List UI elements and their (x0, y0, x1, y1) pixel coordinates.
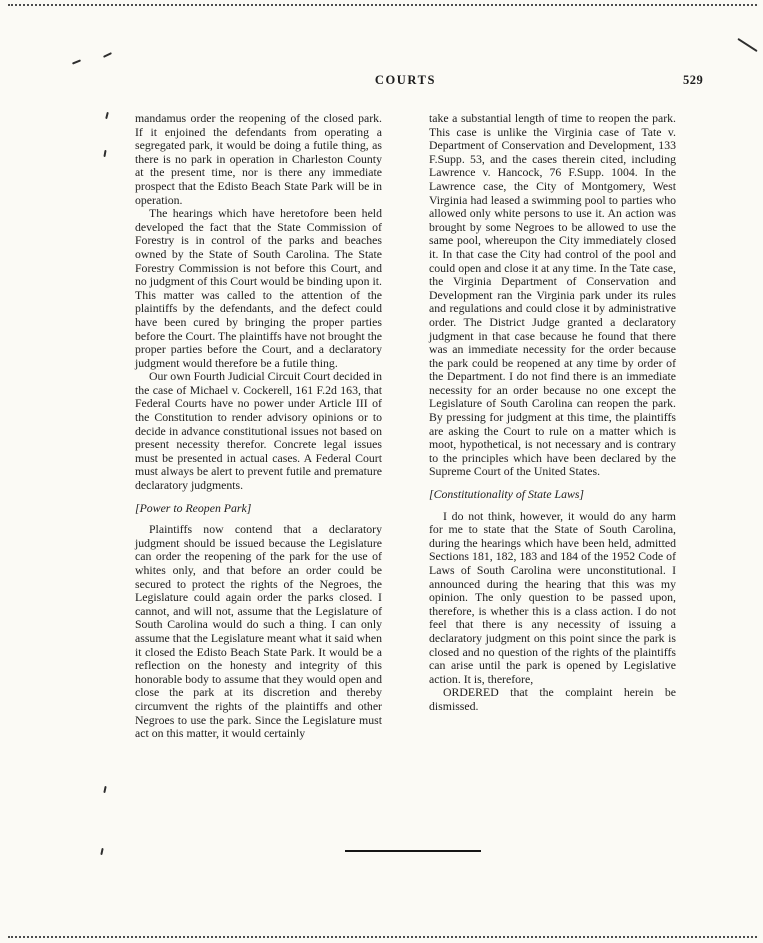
scan-artifact (72, 59, 81, 64)
end-of-opinion-rule (345, 850, 481, 852)
paragraph: Our own Fourth Judicial Circuit Court decided in the case of Michael v. Cockerell, 161 F.2d 163, that Federal Courts have no power under Article III of the Constitution to render advisory opinions or to decide in advance constitutional issues not based on present necessity therefor. Concrete legal issues must be presented in actual cases. A Federal Court must always be alert to prevent futile and premature declaratory judgments. (135, 369, 382, 493)
paragraph-continuation: take a substantial length of time to reopen the park. This case is unlike the Virginia case of Tate v. Department of Conservation and Development, 133 F.Supp. 53, and the cases therein cited, including Lawrence v. Hancock, 76 F.Supp. 1004. In the Lawrence case, the City of Montgomery, West Virginia had leased a swimming pool to parties who allowed only white persons to use it. An action was brought by some Negroes to be allowed to use the same pool, whereupon the City immediately closed it. In that case the City had control of the pool and could open and close it at any time. In the Tate case, the Virginia Department of Conservation and Development ran the Virginia park under its rules and regulations and could close it by administrative order. The District Judge granted a declaratory judgment in that case because he found that there was an immediate necessity for the order because the park could be reopened at any time by order of the Department. I do not find there is an immediate necessity for an order because no one except the Legislature of South Carolina can reopen the park. By pressing for judgment at this time, the plaintiffs are asking the Court to rule on a matter which is moot, hypothetical, is not necessary and is contrary to the principles which have been declared by the Supreme Court of the United States. (429, 111, 676, 479)
left-column (135, 112, 382, 741)
scan-artifact (103, 786, 106, 793)
paragraph-continuation: mandamus order the reopening of the closed park. If it enjoined the defendants from operating a segregated park, it would be doing a futile thing, as there is no park in operation in Charleston County at the present time, nor is there any immediate prospect that the Edisto Beach State Park will be in operation. (135, 111, 382, 207)
paragraph-ordered-clause: ORDERED that the complaint herein be dismissed. (429, 685, 676, 713)
section-heading-constitutionality-of-state-laws: [Constitutionality of State Laws] (429, 487, 585, 502)
page-number: 529 (683, 73, 704, 87)
running-head-title: COURTS (374, 73, 437, 87)
scan-artifact (105, 112, 109, 119)
paragraph: I do not think, however, it would do any harm for me to state that the State of South Carolina, during the hearings which have been held, admitted Sections 181, 182, 183 and 184 of the 1952 Code of Laws of South Carolina were unconstitutional. I announced during the hearing that this was my opinion. The only question to be passed upon, therefore, is whether this is a class action. I do not feel that there is any necessity of issuing a declaratory judgment on this point since the park is closed and no question of the rights of the plaintiffs can arise until the park is opened by Legislative action. It is, therefore, (429, 508, 676, 686)
scan-artifact (103, 52, 112, 58)
paragraph: Plaintiffs now contend that a declaratory judgment should be issued because the Legislature can order the reopening of the park for the use of whites only, and that before an order could be secured to protect the rights of the Negroes, the Legislature could again order the parks closed. I cannot, and will not, assume that the Legislature of South Carolina would do such a thing. I can only assume that the Legislature meant what it said when it closed the Edisto Beach State Park. It would be a reflection on the honesty and integrity of this honorable body to assume that they would open and close the park at its discretion and thereby circumvent the rights of the plaintiffs and other Negroes to use the park. Since the Legislature must act on this matter, it would certainly (135, 522, 382, 741)
scan-edge-dots-bottom (8, 936, 757, 938)
scan-artifact (103, 150, 106, 157)
scan-edge-dots-top (8, 4, 757, 6)
section-heading-power-to-reopen-park: [Power to Reopen Park] (135, 500, 252, 515)
scan-artifact (100, 848, 103, 855)
scan-artifact-slash (737, 38, 757, 52)
paragraph: The hearings which have heretofore been held developed the fact that the State Commission of Forestry is in control of the parks and beaches owned by the State of South Carolina. The State Forestry Commission is not before this Court, and no judgment of this Court would be binding upon it. This matter was called to the attention of the plaintiffs by the defendants, and the defect could have been cured by bringing the proper parties before the Court. The plaintiffs have not brought the proper parties before the Court, and a declaratory judgment would therefore be a futile thing. (135, 206, 382, 370)
right-column (429, 112, 676, 741)
text-columns (135, 112, 676, 741)
